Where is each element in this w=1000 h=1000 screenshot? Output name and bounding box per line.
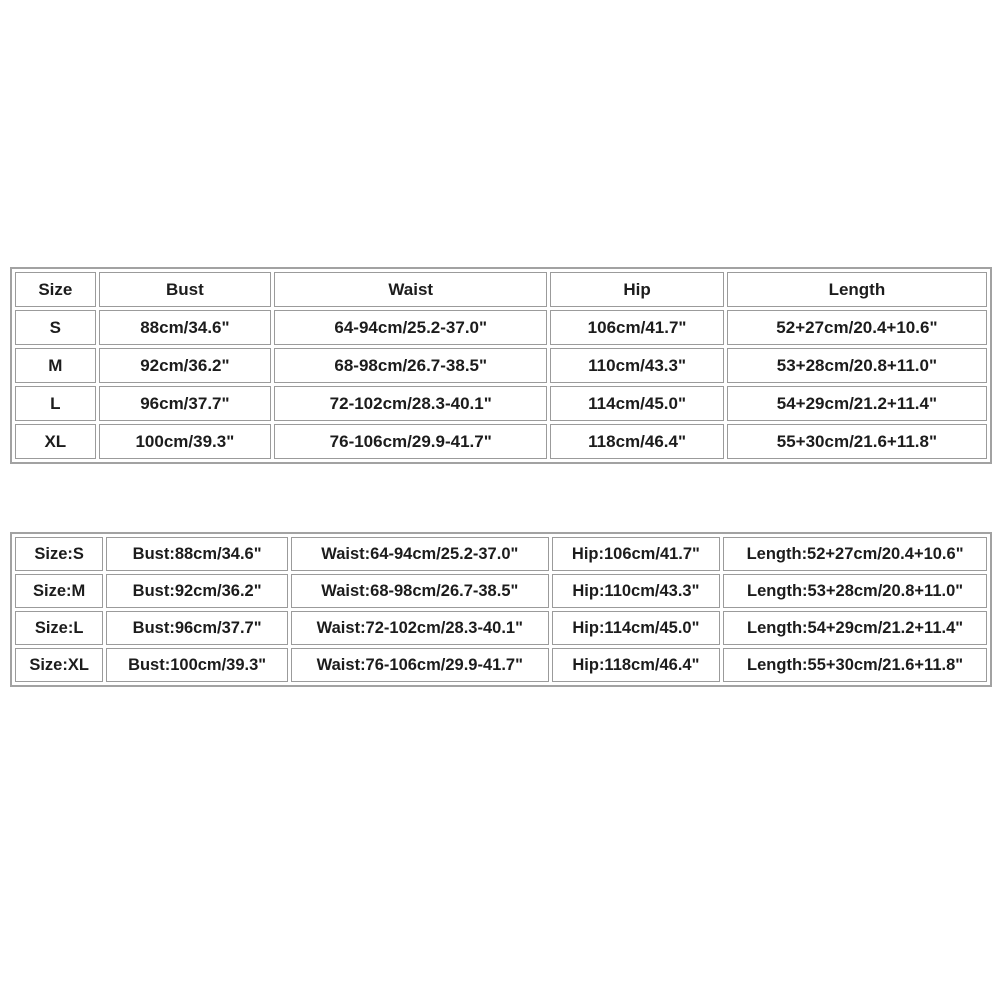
cell-size: L: [15, 386, 96, 421]
size-detail-row-m: [15, 574, 987, 608]
size-chart-table: [10, 267, 992, 464]
header-cell-length: Length: [727, 272, 987, 307]
cell-hip-label: Hip:114cm/45.0": [552, 611, 720, 645]
cell-length-label: Length:53+28cm/20.8+11.0": [723, 574, 987, 608]
header-cell-size: Size: [15, 272, 96, 307]
cell-size-label: Size:S: [15, 537, 103, 571]
cell-hip-label: Hip:110cm/43.3": [552, 574, 720, 608]
size-detail-row-s: [15, 537, 987, 571]
cell-size: M: [15, 348, 96, 383]
cell-waist: 68-98cm/26.7-38.5": [274, 348, 547, 383]
cell-waist: 64-94cm/25.2-37.0": [274, 310, 547, 345]
cell-length-label: Length:55+30cm/21.6+11.8": [723, 648, 987, 682]
cell-bust: 100cm/39.3": [99, 424, 271, 459]
cell-bust: 92cm/36.2": [99, 348, 271, 383]
cell-bust-label: Bust:88cm/34.6": [106, 537, 288, 571]
size-chart-row-m: [15, 348, 987, 383]
size-chart-row-xl: [15, 424, 987, 459]
cell-waist: 76-106cm/29.9-41.7": [274, 424, 547, 459]
header-cell-waist: Waist: [274, 272, 547, 307]
cell-hip: 110cm/43.3": [550, 348, 723, 383]
cell-bust: 88cm/34.6": [99, 310, 271, 345]
cell-hip: 114cm/45.0": [550, 386, 723, 421]
size-detail-row-xl: [15, 648, 987, 682]
cell-length: 54+29cm/21.2+11.4": [727, 386, 987, 421]
cell-waist-label: Waist:72-102cm/28.3-40.1": [291, 611, 549, 645]
header-cell-bust: Bust: [99, 272, 271, 307]
size-chart-row-l: [15, 386, 987, 421]
cell-length: 55+30cm/21.6+11.8": [727, 424, 987, 459]
cell-size-label: Size:M: [15, 574, 103, 608]
size-chart-header-row: [15, 272, 987, 307]
cell-length: 53+28cm/20.8+11.0": [727, 348, 987, 383]
cell-size-label: Size:XL: [15, 648, 103, 682]
cell-bust: 96cm/37.7": [99, 386, 271, 421]
cell-waist-label: Waist:64-94cm/25.2-37.0": [291, 537, 549, 571]
cell-hip: 118cm/46.4": [550, 424, 723, 459]
header-cell-hip: Hip: [550, 272, 723, 307]
cell-waist-label: Waist:68-98cm/26.7-38.5": [291, 574, 549, 608]
cell-bust-label: Bust:100cm/39.3": [106, 648, 288, 682]
size-detail-table: [10, 532, 992, 687]
cell-size: XL: [15, 424, 96, 459]
cell-hip-label: Hip:106cm/41.7": [552, 537, 720, 571]
size-detail-row-l: [15, 611, 987, 645]
cell-length: 52+27cm/20.4+10.6": [727, 310, 987, 345]
cell-size: S: [15, 310, 96, 345]
cell-waist: 72-102cm/28.3-40.1": [274, 386, 547, 421]
cell-bust-label: Bust:96cm/37.7": [106, 611, 288, 645]
cell-length-label: Length:54+29cm/21.2+11.4": [723, 611, 987, 645]
cell-waist-label: Waist:76-106cm/29.9-41.7": [291, 648, 549, 682]
cell-size-label: Size:L: [15, 611, 103, 645]
cell-hip: 106cm/41.7": [550, 310, 723, 345]
cell-hip-label: Hip:118cm/46.4": [552, 648, 720, 682]
cell-bust-label: Bust:92cm/36.2": [106, 574, 288, 608]
size-chart-row-s: [15, 310, 987, 345]
cell-length-label: Length:52+27cm/20.4+10.6": [723, 537, 987, 571]
